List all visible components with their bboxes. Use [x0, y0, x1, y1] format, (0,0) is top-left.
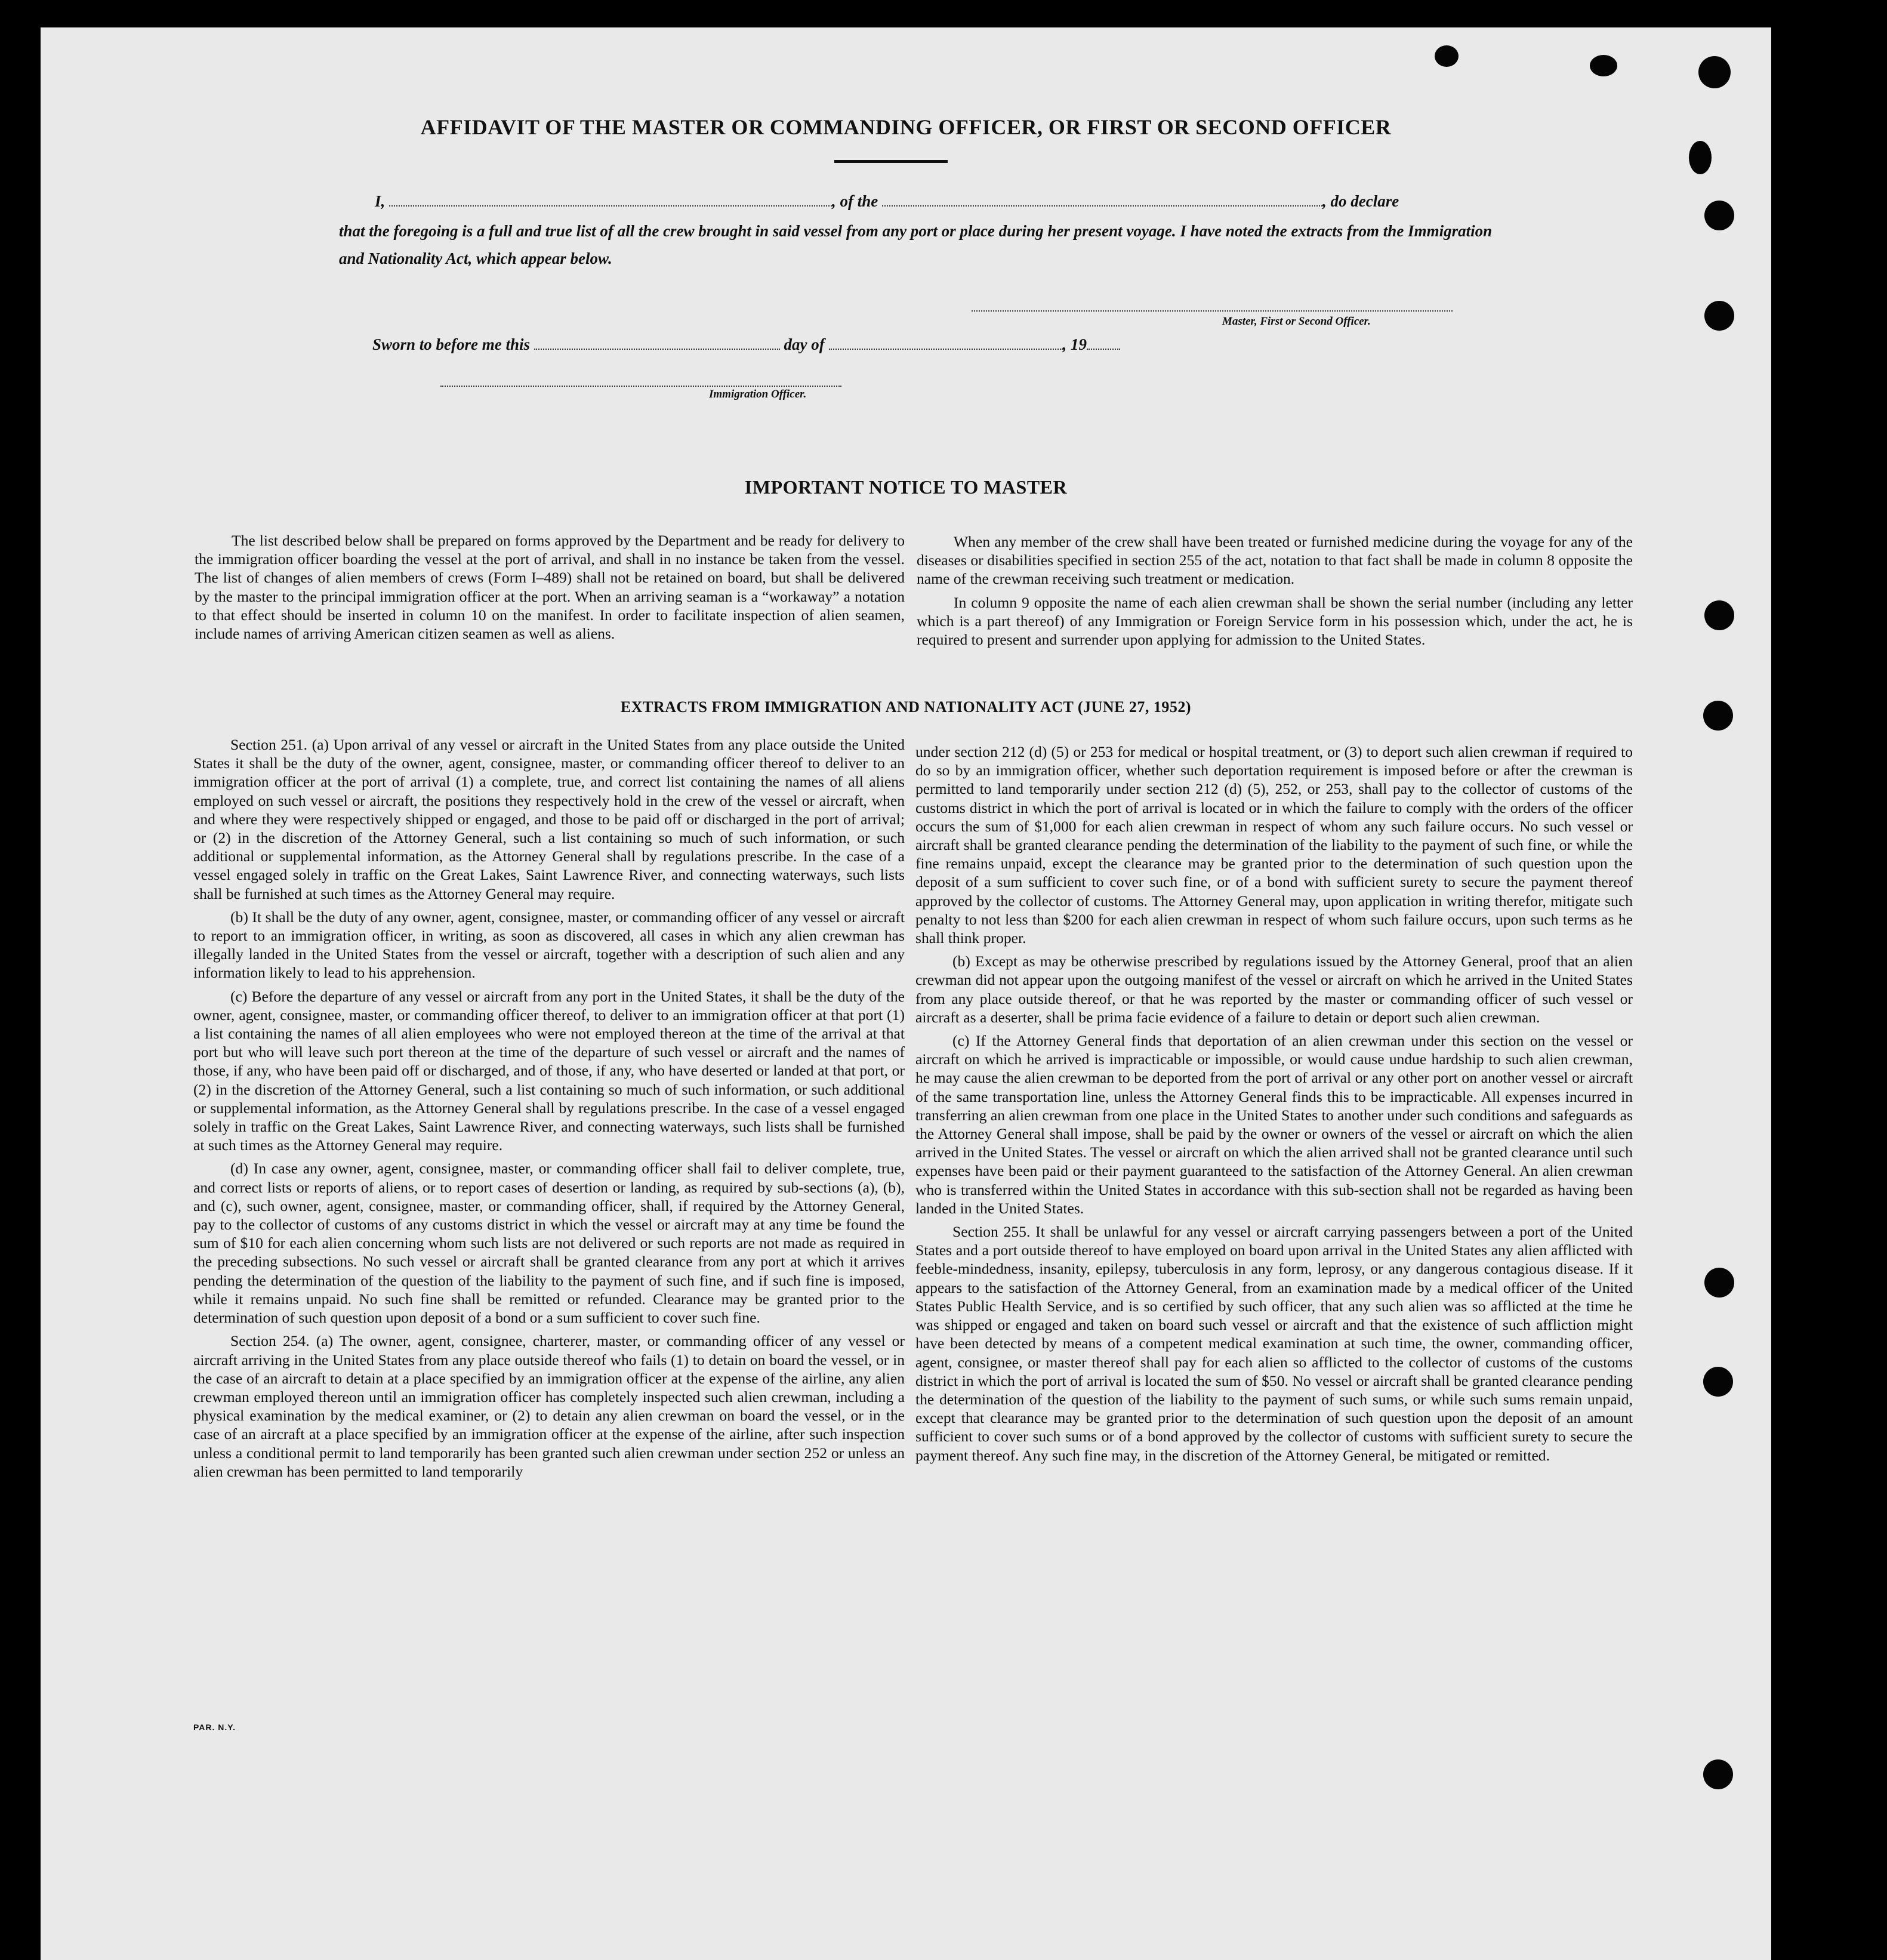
master-signature-line[interactable]: [972, 308, 1453, 312]
punch-hole: [1689, 141, 1712, 174]
notice-right-column: [917, 532, 1633, 654]
vessel-name-field[interactable]: [882, 192, 1322, 207]
extracts-left-column: [193, 735, 905, 1486]
punch-hole: [1704, 201, 1734, 230]
extract-paragraph: Section 254. (a) The owner, agent, consignee, charterer, master, or commanding officer of any vessel or aircraft arriving in the United States from any place outside thereof who fails (1) to detain on board the vessel, or in the case of an aircraft to detain at a place specified by an immigration officer at the expense of the airline, any alien crewman employed thereon until an immigration officer has completely inspected such alien crewman, including a physical examination by the medical examiner, or (2) to detain any alien crewman on board the vessel, or in the case of an aircraft at a place specified by an immigration officer at the expense of the airline, after such inspection unless a conditional permit to land temporarily has been granted such alien crewman under section 252 or unless an alien crewman has been permitted to land temporarily: [193, 1332, 905, 1480]
printer-mark: PAR. N.Y.: [193, 1722, 236, 1732]
punch-hole: [1703, 1759, 1733, 1789]
declare-i-label: I,: [375, 192, 386, 210]
notice-title: IMPORTANT NOTICE TO MASTER: [744, 476, 1068, 498]
punch-hole: [1703, 1367, 1733, 1397]
sworn-month-field[interactable]: [829, 335, 1063, 350]
sworn-line: [372, 331, 1268, 358]
notice-paragraph: The list described below shall be prepared on forms approved by the Department and be ready for delivery to the immigration officer boarding the vessel at the port of arrival, and shall in no instance be taken from the vessel. The list of changes of alien members of crews (Form I–489) shall not be retained on board, but shall be delivered by the master to the principal immigration officer at the port. When an arriving seaman is a “workaway” a notation to that effect should be inserted in column 10 on the manifest. In order to facilitate inspection of alien seamen, include names of arriving American citizen seamen as well as aliens.: [195, 532, 905, 643]
sworn-prefix-label: Sworn to before me this: [372, 335, 531, 353]
extract-paragraph: (c) Before the departure of any vessel or aircraft from any port in the United States, it shall be the duty of the owner, agent, consignee, master, or commanding officer thereof, to deliver to an immigration officer at that port (1) a list containing the names of all alien employees who were not employed thereon at the time of the arrival at that port but who will leave such port thereon at the time of the departure of such vessel or aircraft and the names of those, if any, who have been paid off or discharged, and of those, if any, who have deserted or landed at that port, or (2) in the discretion of the Attorney General, such a list containing so much of such information, or such additional or supplemental information, as the Attorney General shall by regulations prescribe. In the case of a vessel engaged solely in traffic on the Great Lakes, Saint Lawrence River, and connecting waterways, such lists shall be furnished at such times as the Attorney General may require.: [193, 987, 905, 1154]
declaration-line: [375, 187, 1497, 215]
notice-paragraph: In column 9 opposite the name of each alien crewman shall be shown the serial number (including any letter which is a part thereof) of any Immigration or Foreign Service form in his possession which, under the act, he is required to present and surrender upon applying for admission to the United States.: [917, 593, 1633, 649]
extract-paragraph: (d) In case any owner, agent, consignee, master, or commanding officer shall fail to deliver complete, true, and correct lists or reports of aliens, or to report cases of desertion or landing, as required by sub-sections (a), (b), and (c), such owner, agent, consignee, master, or commanding officer, shall, if required by the Attorney General, pay to the collector of customs of any customs district in which the vessel or aircraft may at any time be found the sum of $10 for each alien concerning whom such lists are not delivered or such reports are not made as required in the preceding subsections. No such vessel or aircraft shall be granted clearance from any port at which it arrives pending the determination of the question of the liability to the payment of such fine, and if such fine is imposed, while it remains unpaid. No such fine shall be remitted or refunded. Clearance may be granted prior to the determination of such question upon deposit of a bond or a sum sufficient to cover such fine.: [193, 1160, 905, 1327]
punch-hole: [1704, 1268, 1734, 1298]
punch-hole: [1704, 301, 1734, 331]
punch-hole: [1704, 600, 1734, 630]
extract-paragraph: Section 255. It shall be unlawful for any vessel or aircraft carrying passengers between a port of the United States and a port outside thereof to have employed on board upon arrival in the United States any alien afflicted with feeble-mindedness, insanity, epilepsy, tuberculosis in any form, leprosy, or any dangerous contagious disease. If it appears to the satisfaction of the Attorney General, from an examination made by a medical officer of the United States Public Health Service, and is so certified by such officer, that any such alien was so afflicted at the time he was shipped or engaged and taken on board such vessel or aircraft and that the existence of such affliction might have been detected by means of a competent medical examination at such time, the owner, commanding officer, agent, consignee, or master thereof shall pay for each alien so afflicted to the collector of customs of the customs district in which the port of arrival is located the sum of $50. No vessel or aircraft shall be granted clearance pending the determination of the question of the liability to the payment of such sums, or while such sums remain unpaid, except that clearance may be granted prior to the determination of such question upon the deposit of an amount sufficient to cover such sums or of a bond approved by the collector of customs with sufficient surety to secure the payment thereof. Any such fine may, in the discretion of the Attorney General, be mitigated or remitted.: [915, 1223, 1633, 1464]
title-divider: [834, 160, 948, 163]
declarant-name-field[interactable]: [389, 192, 832, 207]
document-page: [41, 27, 1771, 1960]
punch-hole: [1435, 45, 1459, 67]
extract-paragraph: (b) It shall be the duty of any owner, agent, consignee, master, or commanding officer of any vessel or aircraft to report to an immigration officer, in writing, as soon as discovered, all cases in which any alien crewman has illegally landed in the United States from the vessel or aircraft, together with a description of such alien and any information likely to lead to his apprehension.: [193, 908, 905, 982]
sworn-day-field[interactable]: [534, 335, 780, 350]
punch-hole: [1590, 55, 1617, 76]
affidavit-title: AFFIDAVIT OF THE MASTER OR COMMANDING OFFICER, OR FIRST OR SECOND OFFICER: [420, 115, 1392, 139]
declaration-body: that the foregoing is a full and true list of all the crew brought in said vessel from any port or place during her present voyage. I have noted the extracts from the Immigration and Nationality Act, which appear below.: [339, 222, 1493, 267]
sworn-day-of-label: day of: [784, 335, 825, 353]
immigration-officer-label: Immigration Officer.: [709, 388, 807, 400]
declare-do-declare-label: , do declare: [1322, 192, 1399, 210]
sworn-year-label: , 19: [1062, 335, 1087, 353]
notice-left-column: [195, 531, 905, 648]
punch-hole: [1698, 56, 1731, 88]
extract-paragraph: (c) If the Attorney General finds that deportation of an alien crewman under this section on the vessel or aircraft on which he arrived is impracticable or impossible, or would cause undue hardship to such alien crewman, he may cause the alien crewman to be deported from the port of arrival or any other port on another vessel or aircraft of the same transportation line, unless the Attorney General finds this to be impracticable. All expenses incurred in transferring an alien crewman from one place in the United States to another under such conditions and safeguards as the Attorney General shall impose, shall be paid by the owner or owners of the vessel or aircraft on which the alien arrived in the United States. The vessel or aircraft on which the alien arrived shall not be granted clearance until such expenses have been paid or their payment guaranteed to the satisfaction of the Attorney General. An alien crewman who is transferred within the United States in accordance with this sub-section shall not be regarded as having been landed in the United States.: [915, 1032, 1633, 1217]
master-signature-label: Master, First or Second Officer.: [1222, 315, 1371, 328]
extracts-right-column: [915, 742, 1633, 1469]
extract-paragraph: under section 212 (d) (5) or 253 for medical or hospital treatment, or (3) to deport such alien crewman if required to do so by an immigration officer, whether such deportation requirement is imposed before or after the crewman is permitted to land temporarily under section 212 (d) (5), 252, or 253, shall pay to the collector of customs of the customs district in which the port of arrival is located or in which the failure to comply with the orders of the officer occurs the sum of $1,000 for each alien crewman in respect of whom any such failure occurs. No such vessel or aircraft shall be granted clearance pending the determination of the liability to the payment of such fine, or while the fine remains unpaid, except the clearance may be granted prior to the determination of such question upon the deposit of a sum sufficient to cover such fine, or of a bond with sufficient surety to secure the payment thereof approved by the collector of customs. The Attorney General may, upon application in writing therefor, mitigate such penalty to not less than $200 for each alien crewman in respect of whom such failure occurs, upon such terms as he shall think proper.: [915, 743, 1633, 947]
declare-of-the-label: , of the: [832, 192, 878, 210]
extracts-title: EXTRACTS FROM IMMIGRATION AND NATIONALITY ACT (JUNE 27, 1952): [620, 698, 1192, 716]
punch-hole: [1703, 701, 1733, 731]
sworn-year-field[interactable]: [1087, 335, 1120, 350]
notice-paragraph: When any member of the crew shall have been treated or furnished medicine during the voyage for any of the diseases or disabilities specified in section 255 of the act, notation to that fact shall be made in column 8 opposite the name of the crewman receiving such treatment or medication.: [917, 533, 1633, 588]
extract-paragraph: Section 251. (a) Upon arrival of any vessel or aircraft in the United States from any place outside the United States it shall be the duty of the owner, agent, consignee, master, or commanding officer thereof to deliver to an immigration officer at the port of arrival (1) a complete, true, and correct list containing the names of all aliens employed on such vessel or aircraft, the positions they respectively hold in the crew of the vessel or aircraft, when and where they were respectively shipped or engaged, and those to be paid off or discharged in the port of arrival; or (2) in the discretion of the Attorney General, such a list containing so much of such information, or such additional or supplemental information, as the Attorney General shall by regulations prescribe. In the case of a vessel engaged solely in traffic on the Great Lakes, Saint Lawrence River, and connecting waterways, such lists shall be furnished at such times as the Attorney General may require.: [193, 736, 905, 902]
immigration-officer-signature-line[interactable]: [440, 383, 841, 387]
extract-paragraph: (b) Except as may be otherwise prescribed by regulations issued by the Attorney General, proof that an alien crewman did not appear upon the outgoing manifest of the vessel or aircraft on which he arrived in the United States from any place outside thereof, or that he was reported by the master or commanding officer of such vessel or aircraft as a deserter, shall be prima facie evidence of a failure to detain or deport such alien crewman.: [915, 953, 1633, 1026]
